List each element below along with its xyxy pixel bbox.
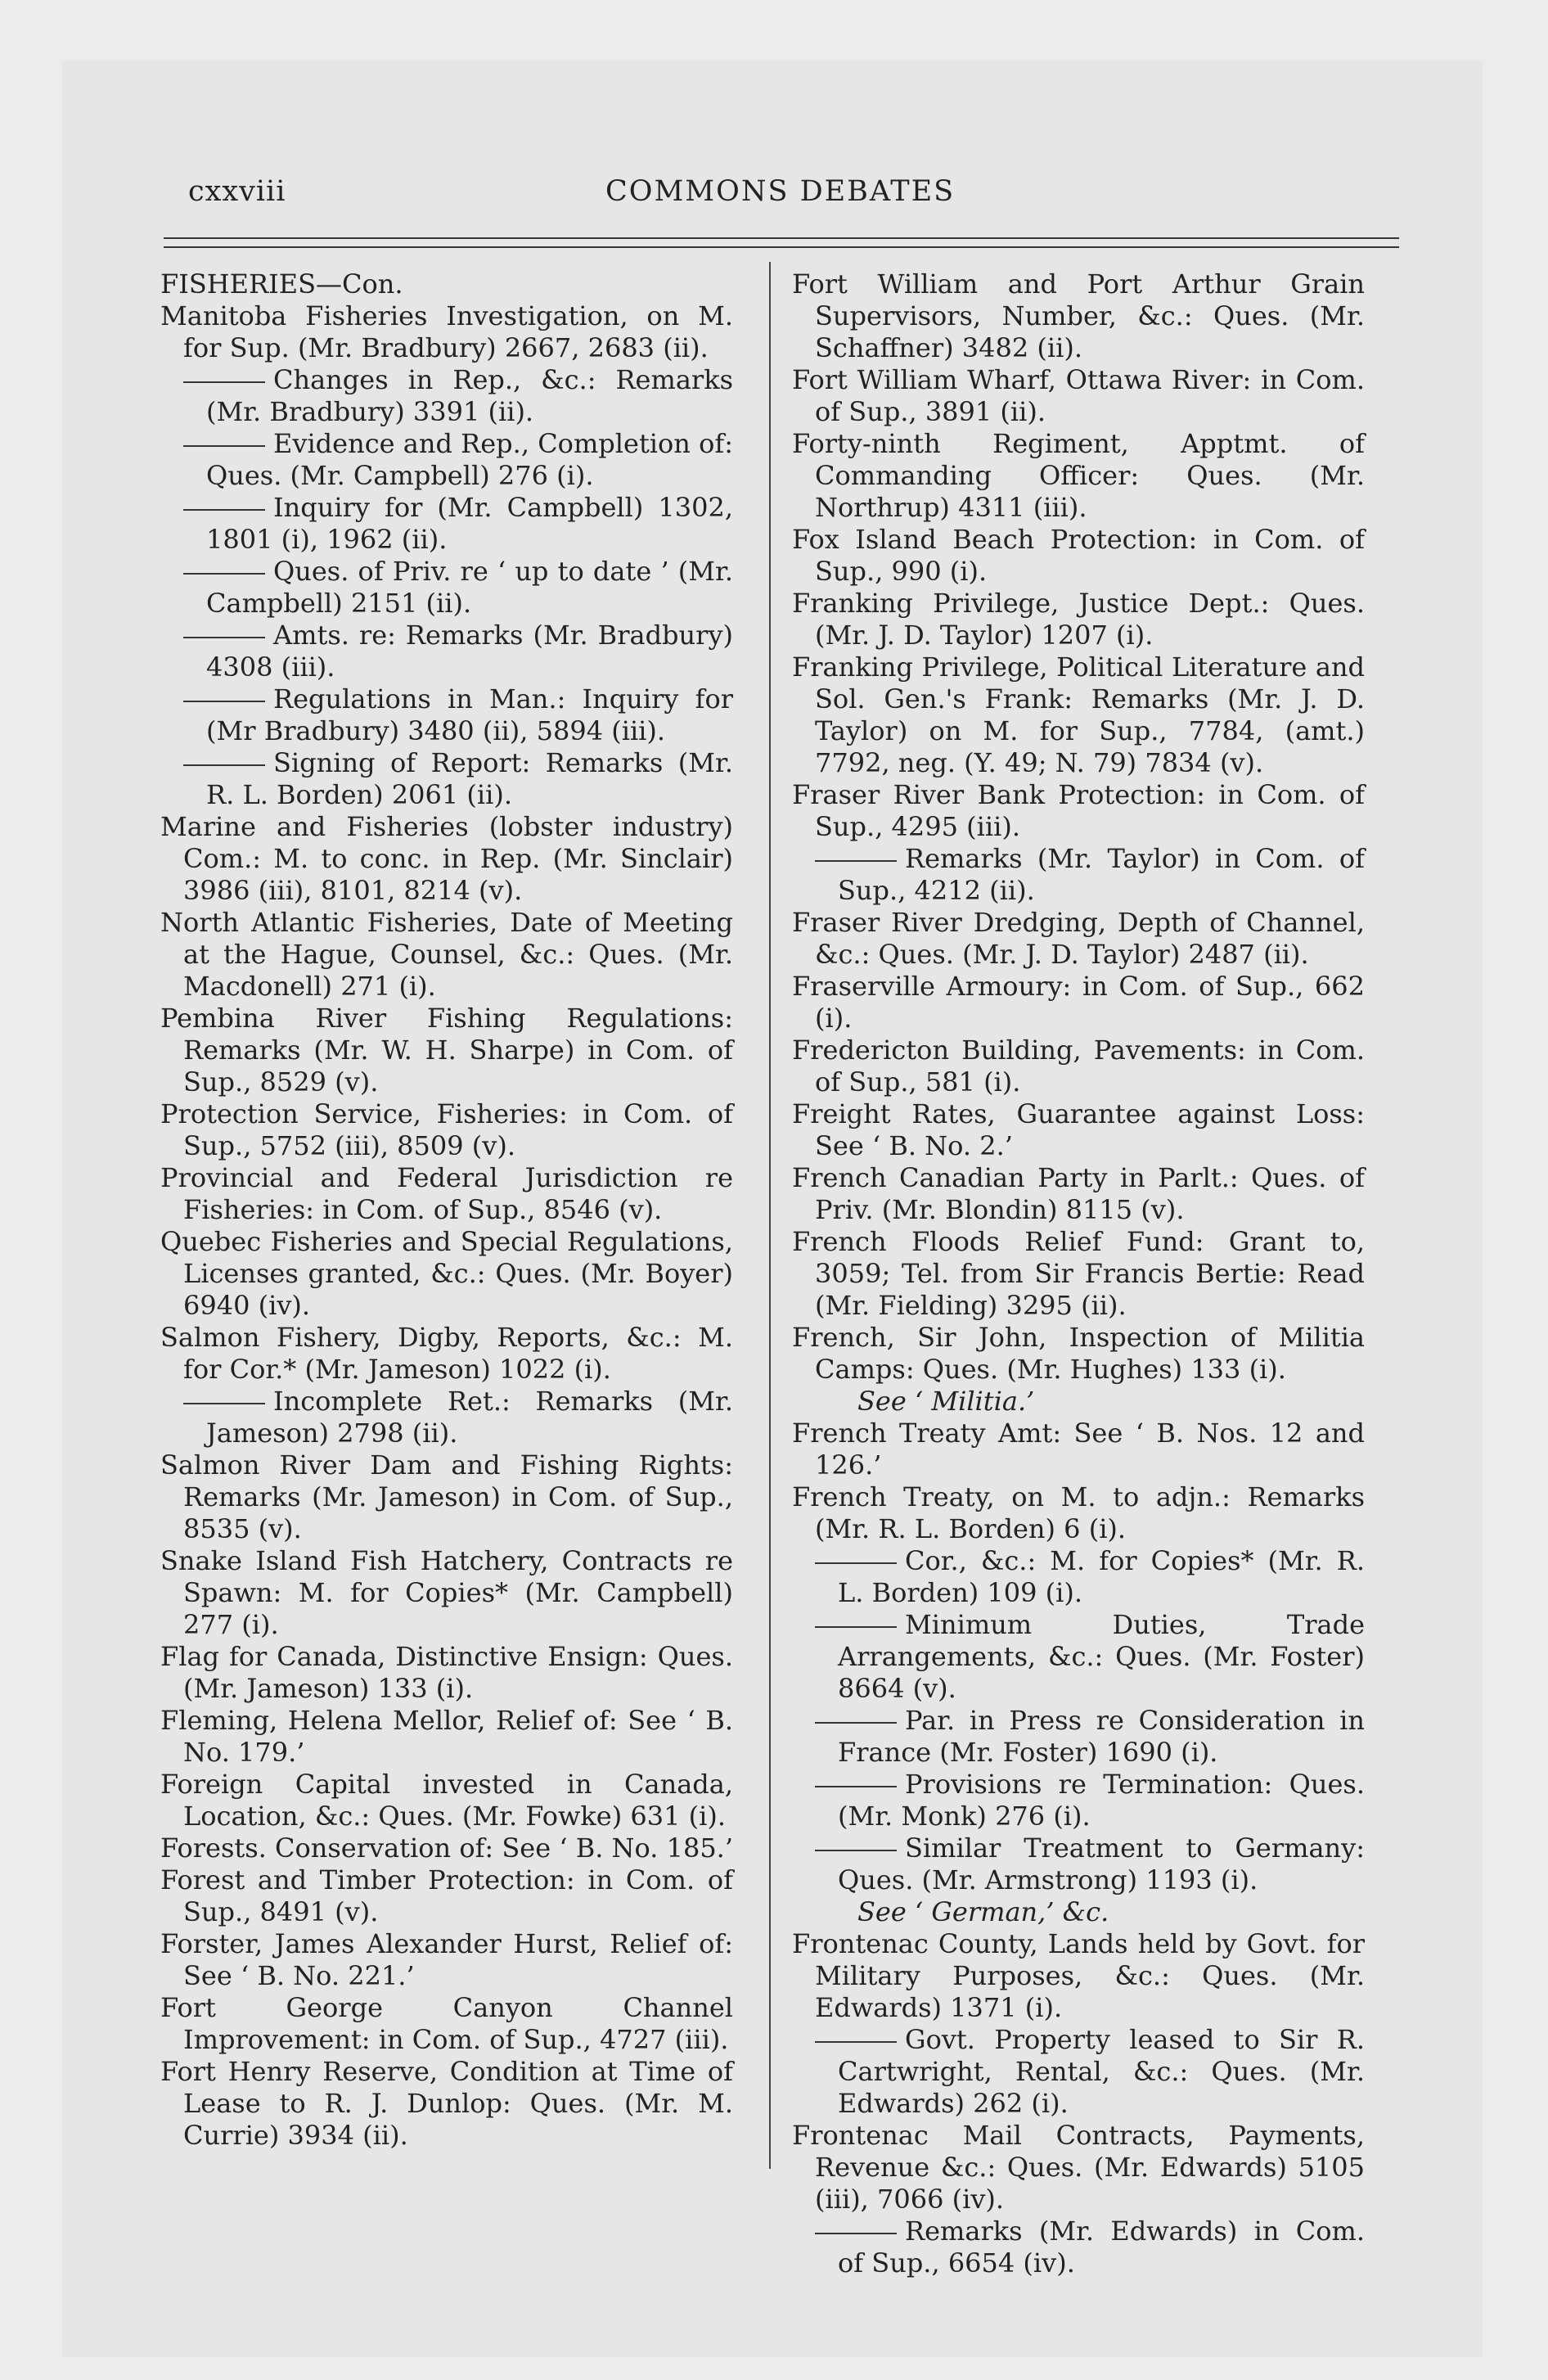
index-entry <box>160 1769 733 1832</box>
index-entry <box>160 364 733 428</box>
entry-text: Franking Privilege, Justice Dept.: Ques. (Mr. J. D. Taylor) 1207 (i). <box>792 588 1365 651</box>
entry-text: Amts. re: Remarks (Mr. Bradbury) 4308 (iii). <box>206 620 733 683</box>
running-title: COMMONS DEBATES <box>605 175 956 208</box>
ditto-dash <box>183 764 265 766</box>
ditto-dash <box>815 1562 897 1564</box>
column-divider <box>769 262 771 2169</box>
index-entry <box>792 1418 1365 1481</box>
entry-text: Salmon River Dam and Fishing Rights: Remarks (Mr. Jameson) in Com. of Sup., 8535 (v). <box>160 1449 733 1544</box>
index-entry <box>792 1896 1365 1928</box>
right-column <box>792 268 1365 2279</box>
index-entry <box>792 428 1365 524</box>
entry-text: Evidence and Rep., Completion of: Ques. (Mr. Campbell) 276 (i). <box>206 428 733 491</box>
entry-text: Forster, James Alexander Hurst, Relief of: See ‘ B. No. 221.’ <box>160 1928 733 1991</box>
entry-text: Flag for Canada, Distinctive Ensign: Ques. (Mr. Jameson) 133 (i). <box>160 1641 733 1704</box>
index-entry <box>792 651 1365 779</box>
page-number: cxxviii <box>188 175 286 208</box>
index-entry <box>792 1034 1365 1098</box>
entry-text: See ‘ German,’ &c. <box>857 1896 1109 1927</box>
index-entry <box>160 620 733 683</box>
ditto-dash <box>183 573 265 575</box>
index-entry <box>160 556 733 620</box>
entry-text: Fort William Wharf, Ottawa River: in Com. of Sup., 3891 (ii). <box>792 364 1365 427</box>
entry-text: Fort William and Port Arthur Grain Supervisors, Number, &c.: Ques. (Mr. Schaffner) 3482 (ii). <box>792 268 1365 363</box>
index-entry <box>792 1705 1365 1769</box>
ditto-dash <box>183 509 265 511</box>
entry-text: Fredericton Building, Pavements: in Com. of Sup., 581 (i). <box>792 1034 1365 1098</box>
index-entry <box>792 1098 1365 1162</box>
entry-text: French Canadian Party in Parlt.: Ques. of Priv. (Mr. Blondin) 8115 (v). <box>792 1162 1365 1225</box>
index-entry <box>160 2056 733 2152</box>
entry-text: Salmon Fishery, Digby, Reports, &c.: M. for Cor.* (Mr. Jameson) 1022 (i). <box>160 1322 733 1385</box>
entry-text: Pembina River Fishing Regulations: Remarks (Mr. W. H. Sharpe) in Com. of Sup., 8529 (v). <box>160 1003 733 1098</box>
index-entry <box>792 779 1365 843</box>
ditto-dash <box>815 2041 897 2043</box>
entry-text: Fraserville Armoury: in Com. of Sup., 662 (i). <box>792 971 1365 1034</box>
ditto-dash <box>183 637 265 638</box>
entry-text: FISHERIES—Con. <box>160 268 403 300</box>
index-entry <box>160 683 733 747</box>
entry-text: Freight Rates, Guarantee against Loss: See ‘ B. No. 2.’ <box>792 1098 1365 1161</box>
index-entry <box>160 1928 733 1992</box>
entry-text: Frontenac Mail Contracts, Payments, Revenue &c.: Ques. (Mr. Edwards) 5105 (iii), 7066 (iv). <box>792 2120 1365 2215</box>
entry-text: Fort Henry Reserve, Condition at Time of Lease to R. J. Dunlop: Ques. (Mr. M. Currie) 3934 (ii). <box>160 2056 733 2151</box>
entry-text: Provisions re Termination: Ques. (Mr. Monk) 276 (i). <box>838 1769 1365 1832</box>
index-entry <box>160 1386 733 1449</box>
ditto-dash <box>815 1722 897 1724</box>
ditto-dash <box>815 1626 897 1628</box>
index-entry <box>792 1226 1365 1322</box>
entry-text: Remarks (Mr. Taylor) in Com. of Sup., 4212 (ii). <box>838 843 1365 906</box>
index-entry <box>792 2215 1365 2279</box>
entry-text: Frontenac County, Lands held by Govt. for Military Purposes, &c.: Ques. (Mr. Edwards) 1371 (i). <box>792 1928 1365 2023</box>
index-entry <box>160 492 733 556</box>
ditto-dash <box>815 2233 897 2234</box>
ditto-dash <box>815 860 897 862</box>
index-entry <box>792 1481 1365 1545</box>
entry-text: French Floods Relief Fund: Grant to, 3059; Tel. from Sir Francis Bertie: Read (Mr. Fielding) 3295 (ii). <box>792 1226 1365 1321</box>
index-entry <box>160 1641 733 1705</box>
entry-text: Fox Island Beach Protection: in Com. of Sup., 990 (i). <box>792 524 1365 587</box>
index-entry <box>792 588 1365 651</box>
index-entry <box>160 1098 733 1162</box>
ditto-dash <box>815 1850 897 1851</box>
entry-text: Snake Island Fish Hatchery, Contracts re Spawn: M. for Copies* (Mr. Campbell) 277 (i). <box>160 1545 733 1640</box>
index-entry <box>792 971 1365 1034</box>
ditto-dash <box>183 381 265 383</box>
index-entry <box>792 1769 1365 1832</box>
entry-text: Par. in Press re Consideration in France (Mr. Foster) 1690 (i). <box>838 1705 1365 1768</box>
index-entry <box>160 428 733 492</box>
entry-text: Marine and Fisheries (lobster industry) Com.: M. to conc. in Rep. (Mr. Sinclair) 3986 (iii), 8101, 8214 (v). <box>160 811 733 906</box>
index-entry <box>792 524 1365 588</box>
index-entry <box>160 1449 733 1545</box>
index-entry <box>160 1003 733 1098</box>
entry-text: Cor., &c.: M. for Copies* (Mr. R. L. Borden) 109 (i). <box>838 1545 1365 1608</box>
entry-text: Franking Privilege, Political Literature and Sol. Gen.'s Frank: Remarks (Mr. J. D. Taylor) on M. for Sup., 7784, (amt.) 7792, neg. (Y. 49; N. 79) 7834 (v). <box>792 651 1365 778</box>
entry-text: French Treaty Amt: See ‘ B. Nos. 12 and 126.’ <box>792 1418 1365 1481</box>
index-entry <box>792 1162 1365 1226</box>
entry-text: Fraser River Dredging, Depth of Channel, &c.: Ques. (Mr. J. D. Taylor) 2487 (ii). <box>792 907 1365 970</box>
index-entry <box>792 1386 1365 1418</box>
index-entry <box>792 1832 1365 1896</box>
index-entry <box>792 364 1365 428</box>
index-entry <box>792 268 1365 364</box>
entry-text: Fraser River Bank Protection: in Com. of Sup., 4295 (iii). <box>792 779 1365 842</box>
entry-text: Signing of Report: Remarks (Mr. R. L. Borden) 2061 (ii). <box>206 747 733 810</box>
entry-text: Protection Service, Fisheries: in Com. of Sup., 5752 (iii), 8509 (v). <box>160 1098 733 1161</box>
index-entry <box>792 843 1365 907</box>
entry-text: Foreign Capital invested in Canada, Location, &c.: Ques. (Mr. Fowke) 631 (i). <box>160 1769 733 1832</box>
entry-text: Changes in Rep., &c.: Remarks (Mr. Bradbury) 3391 (ii). <box>206 364 733 427</box>
ditto-dash <box>183 445 265 447</box>
index-entry <box>160 1705 733 1769</box>
ditto-dash <box>183 1403 265 1404</box>
index-entry <box>160 747 733 811</box>
entry-text: Ques. of Priv. re ‘ up to date ’ (Mr. Campbell) 2151 (ii). <box>206 556 733 619</box>
index-entry <box>792 2024 1365 2120</box>
index-entry <box>160 1322 733 1386</box>
entry-text: Similar Treatment to Germany: Ques. (Mr. Armstrong) 1193 (i). <box>838 1832 1365 1895</box>
entry-text: Forty-ninth Regiment, Apptmt. of Commanding Officer: Ques. (Mr. Northrup) 4311 (iii). <box>792 428 1365 523</box>
index-entry <box>160 811 733 907</box>
entry-text: Govt. Property leased to Sir R. Cartwright, Rental, &c.: Ques. (Mr. Edwards) 262 (i). <box>838 2024 1365 2119</box>
left-column <box>160 268 733 2152</box>
entry-text: Manitoba Fisheries Investigation, on M. for Sup. (Mr. Bradbury) 2667, 2683 (ii). <box>160 300 733 363</box>
entry-text: See ‘ Militia.’ <box>857 1386 1035 1417</box>
index-entry <box>160 1832 733 1864</box>
index-entry <box>160 1226 733 1322</box>
entry-text: Provincial and Federal Jurisdiction re Fisheries: in Com. of Sup., 8546 (v). <box>160 1162 733 1225</box>
index-entry <box>160 907 733 1003</box>
entry-text: Quebec Fisheries and Special Regulations, Licenses granted, &c.: Ques. (Mr. Boyer) 6940 (iv). <box>160 1226 733 1321</box>
index-entry <box>160 300 733 364</box>
index-entry <box>160 1992 733 2056</box>
entry-text: Remarks (Mr. Edwards) in Com. of Sup., 6654 (iv). <box>838 2215 1365 2279</box>
header-double-rule <box>164 237 1399 248</box>
index-entry <box>792 2120 1365 2215</box>
index-entry <box>792 1322 1365 1386</box>
entry-text: Forests. Conservation of: See ‘ B. No. 185.’ <box>160 1832 734 1864</box>
entry-text: French, Sir John, Inspection of Militia Camps: Ques. (Mr. Hughes) 133 (i). <box>792 1322 1365 1385</box>
index-entry <box>160 1864 733 1928</box>
entry-text: Incomplete Ret.: Remarks (Mr. Jameson) 2798 (ii). <box>206 1386 733 1449</box>
entry-text: Fort George Canyon Channel Improvement: in Com. of Sup., 4727 (iii). <box>160 1992 733 2055</box>
entry-text: North Atlantic Fisheries, Date of Meeting at the Hague, Counsel, &c.: Ques. (Mr. Macdonell) 271 (i). <box>160 907 733 1002</box>
entry-text: Regulations in Man.: Inquiry for (Mr Bradbury) 3480 (ii), 5894 (iii). <box>206 683 733 746</box>
index-entry <box>792 1545 1365 1609</box>
index-entry <box>160 1545 733 1641</box>
index-entry <box>792 1609 1365 1705</box>
ditto-dash <box>815 1786 897 1787</box>
entry-text: French Treaty, on M. to adjn.: Remarks (Mr. R. L. Borden) 6 (i). <box>792 1481 1365 1544</box>
entry-text: Minimum Duties, Trade Arrangements, &c.: Ques. (Mr. Foster) 8664 (v). <box>838 1609 1365 1704</box>
index-entry <box>160 268 733 300</box>
index-entry <box>792 907 1365 971</box>
entry-text: Fleming, Helena Mellor, Relief of: See ‘ B. No. 179.’ <box>160 1705 733 1768</box>
page-header <box>155 164 1399 213</box>
entry-text: Forest and Timber Protection: in Com. of Sup., 8491 (v). <box>160 1864 733 1927</box>
index-entry <box>792 1928 1365 2024</box>
index-entry <box>160 1162 733 1226</box>
entry-text: Inquiry for (Mr. Campbell) 1302, 1801 (i), 1962 (ii). <box>206 492 733 555</box>
ditto-dash <box>183 701 265 702</box>
